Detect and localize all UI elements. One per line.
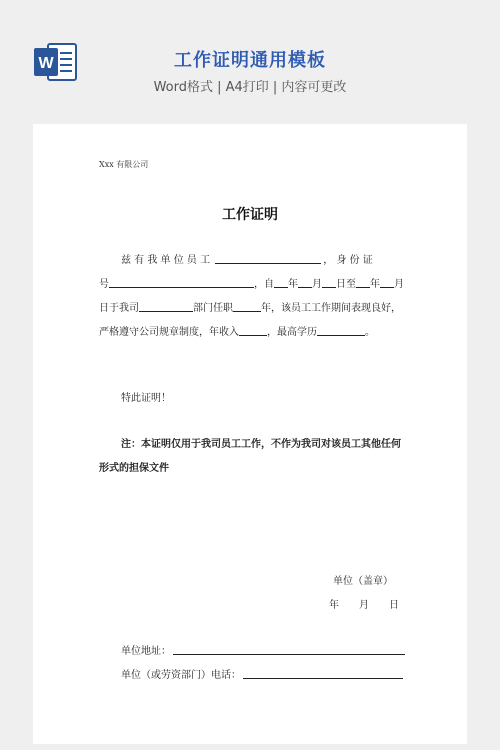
para1-l2-month2: 月 [394, 279, 404, 290]
para1-line4 [99, 323, 375, 338]
end-month-blank[interactable] [380, 277, 394, 288]
banner-title: 工作证明通用模板 [174, 50, 326, 71]
para1-l2-month1: 月 [312, 279, 322, 290]
para1-line3 [99, 299, 401, 314]
para1-l2-prefix: 号 [99, 279, 109, 290]
address-blank[interactable] [173, 644, 405, 655]
banner-subtitle: Word格式 | A4打印 | 内容可更改 [153, 80, 347, 95]
start-month-blank[interactable] [298, 277, 312, 288]
para1-line2 [99, 275, 404, 290]
phone-blank[interactable] [243, 668, 403, 679]
para1-l4-prefix: 严格遵守公司规章制度，年收入 [99, 327, 239, 338]
start-year-blank[interactable] [274, 277, 288, 288]
document-page [33, 124, 467, 744]
para1-line1 [121, 251, 373, 266]
phone-line [121, 666, 403, 681]
para1-l2-self: ，自 [254, 279, 274, 290]
para1-l3-prefix: 日于我司 [99, 303, 139, 314]
company-name: Xxx 有限公司 [99, 160, 149, 169]
para1-l4-end: 。 [365, 327, 375, 338]
para1-l2-year1: 年 [288, 279, 298, 290]
document-title: 工作证明 [222, 207, 278, 223]
id-number-blank[interactable] [109, 277, 254, 288]
income-blank[interactable] [239, 325, 267, 336]
note-line-1: 注：本证明仅用于我司员工工作，不作为我司对该员工其他任何 [121, 439, 401, 450]
start-day-blank[interactable] [322, 277, 336, 288]
certify-statement: 特此证明！ [121, 393, 171, 404]
seal-label: 单位（盖章） [333, 576, 393, 587]
address-label: 单位地址： [121, 646, 171, 657]
education-blank[interactable] [317, 325, 365, 336]
department-blank[interactable] [139, 301, 193, 312]
employee-name-blank[interactable] [215, 253, 321, 264]
para1-l3-suffix: 年，该员工工作期间表现良好， [261, 303, 401, 314]
para1-l3-dept: 部门任职 [193, 303, 233, 314]
end-year-blank[interactable] [356, 277, 370, 288]
note-line-2: 形式的担保文件 [99, 463, 169, 474]
phone-label: 单位（或劳资部门）电话： [121, 670, 241, 681]
para1-l1-prefix: 兹 有 我 单 位 员 工 [121, 255, 211, 266]
word-icon-letter: W [38, 55, 54, 72]
para1-l4-mid: ，最高学历 [267, 327, 317, 338]
para1-l1-suffix: ， 身 份 证 [323, 255, 373, 266]
para1-l2-year2: 年 [370, 279, 380, 290]
address-line [121, 642, 405, 657]
para1-l2-dayto: 日至 [336, 279, 356, 290]
date-label: 年 月 日 [329, 600, 399, 611]
tenure-blank[interactable] [233, 301, 261, 312]
header-banner [0, 0, 500, 124]
